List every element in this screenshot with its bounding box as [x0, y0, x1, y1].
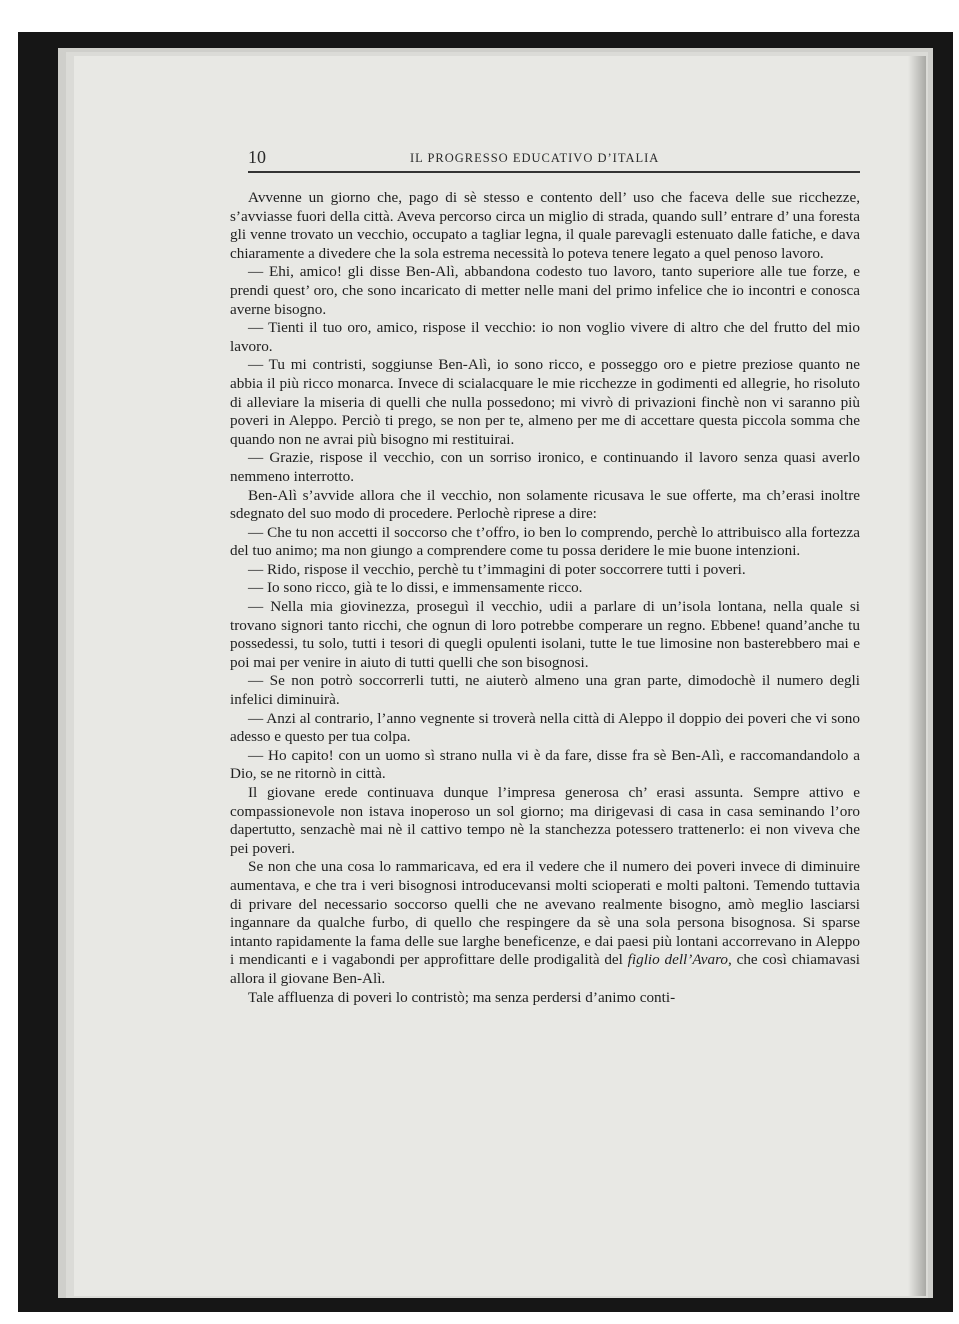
- journal-title: IL PROGRESSO EDUCATIVO D’ITALIA: [410, 151, 660, 165]
- running-head: [248, 147, 860, 169]
- italic-title: figlio dell’Avaro: [627, 951, 729, 969]
- paragraph: — Rido, rispose il vecchio, perchè tu t’immagini di poter soccorrere tutti i poveri.: [248, 560, 746, 578]
- paragraph: Il giovane erede continuava dunque l’impresa generosa ch’ erasi assunta. Sempre attivo e compassionevole non istava inoperoso un sol giorno; ma dirigevasi di casa in casa seminando l’oro dapertutto, senzachè mai nè il cattivo tempo nè la stanchezza potessero trattenerlo: ei non viveva che pei poveri.: [230, 784, 860, 857]
- paragraph: — Che tu non accetti il soccorso che t’offro, io ben lo comprendo, perchè lo attribuisco alla fortezza del tuo animo; ma non giungo a comprendere come tu possa deridere le mie buone intenzioni.: [230, 523, 860, 560]
- paragraph: — Anzi al contrario, l’anno vegnente si troverà nella città di Aleppo il doppio dei poveri che vi sono adesso e questo per tua colpa.: [230, 709, 860, 746]
- body-text: [230, 189, 860, 1007]
- paragraph: — Io sono ricco, già te lo dissi, e immensamente ricco.: [248, 579, 583, 597]
- paragraph: — Nella mia giovinezza, proseguì il vecchio, udii a parlare di un’isola lontana, nella quale si trovano signori tanto ricchi, che ognun di loro potrebbe comperare un regno. Ebbene! quand’anche tu possedessi, tu solo, tutti i tesori di quegli opulenti isolani, tutte le tue limosine non basterebbero mai e poi mai per venire in aiuto di tutti quelli che son bisognosi.: [230, 598, 860, 671]
- paragraph: — Grazie, rispose il vecchio, con un sorriso ironico, e continuando il lavoro senza quasi averlo nemmeno interrotto.: [230, 449, 860, 485]
- paragraph: Avvenne un giorno che, pago di sè stesso e contento dell’ uso che faceva delle sue ricchezze, s’avviasse fuori della città. Aveva percorso circa un miglio di strada, quando sull’ entrare d’ una foresta gli venne trovato un vecchio, occupato a tagliar legna, il quale parevagli estenuato dalle fatiche, e dava chiaramente a divedere che la sola estrema necessità lo poteva tenere legato a quel penoso lavoro.: [230, 189, 860, 262]
- paragraph: — Ehi, amico! gli disse Ben-Alì, abbandona codesto tuo lavoro, tanto superiore alle tue forze, e prendi quest’ oro, che sono incaricato di metter nelle mani del primo infelice che io incontri e conosca averne bisogno.: [230, 263, 860, 318]
- paragraph: — Ho capito! con un uomo sì strano nulla vi è da fare, disse fra sè Ben-Alì, e raccomandandolo a Dio, se ne ritornò in città.: [230, 746, 860, 783]
- header-rule: [248, 171, 860, 173]
- paragraph: — Se non potrò soccorrerli tutti, ne aiuterò almeno una gran parte, dimodochè il numero degli infelici diminuirà.: [230, 672, 860, 709]
- paragraph: — Tu mi contristi, soggiunse Ben-Alì, io sono ricco, e posseggo oro e pietre preziose quanto ne abbia il più ricco monarca. Invece di scialacquare le mie ricchezze in godimenti ed allegrie, ho risoluto di alleviare la miseria di quelli che nulla possedono; mi vivrò di privazioni finchè non vi saranno più poveri in Aleppo. Perciò ti prego, se non per te, almeno per me di accettare questa piccola somma che quando non ne avrai più bisogno mi restituirai.: [230, 356, 860, 448]
- paragraph: — Tienti il tuo oro, amico, rispose il vecchio: io non voglio vivere di altro che del frutto del mio lavoro.: [230, 319, 860, 355]
- page-number: 10: [248, 147, 266, 167]
- gutter-shadow: [908, 56, 926, 1296]
- paragraph: Se non che una cosa lo rammaricava, ed era il vedere che il numero dei poveri invece di diminuire aumentava, e che tra i veri bisognosi introducevansi molti scioperati e molti paltoni. Temendo tuttavia di privare del necessario soccorso quelli che ne avevano realmente bisogno, amò meglio lasciarsi ingannare da qualche furbo, di quello che respingere da sè una sola persona bisognosa. Si sparse intanto rapidamente la fama delle sue larghe beneficenze, e dai paesi più lontani accorrevano in Aleppo i mendicanti e i vagabondi per approfittare delle prodigalità del figlio dell’Avaro, che così chiamavasi allora il giovane Ben-Alì.: [230, 858, 860, 987]
- paragraph: Tale affluenza di poveri lo contristò; ma senza perdersi d’animo conti-: [248, 988, 676, 1006]
- paragraph: Ben-Alì s’avvide allora che il vecchio, non solamente ricusava le sue offerte, ma ch’erasi inoltre sdegnato del suo modo di procedere. Perlochè riprese a dire:: [230, 486, 860, 523]
